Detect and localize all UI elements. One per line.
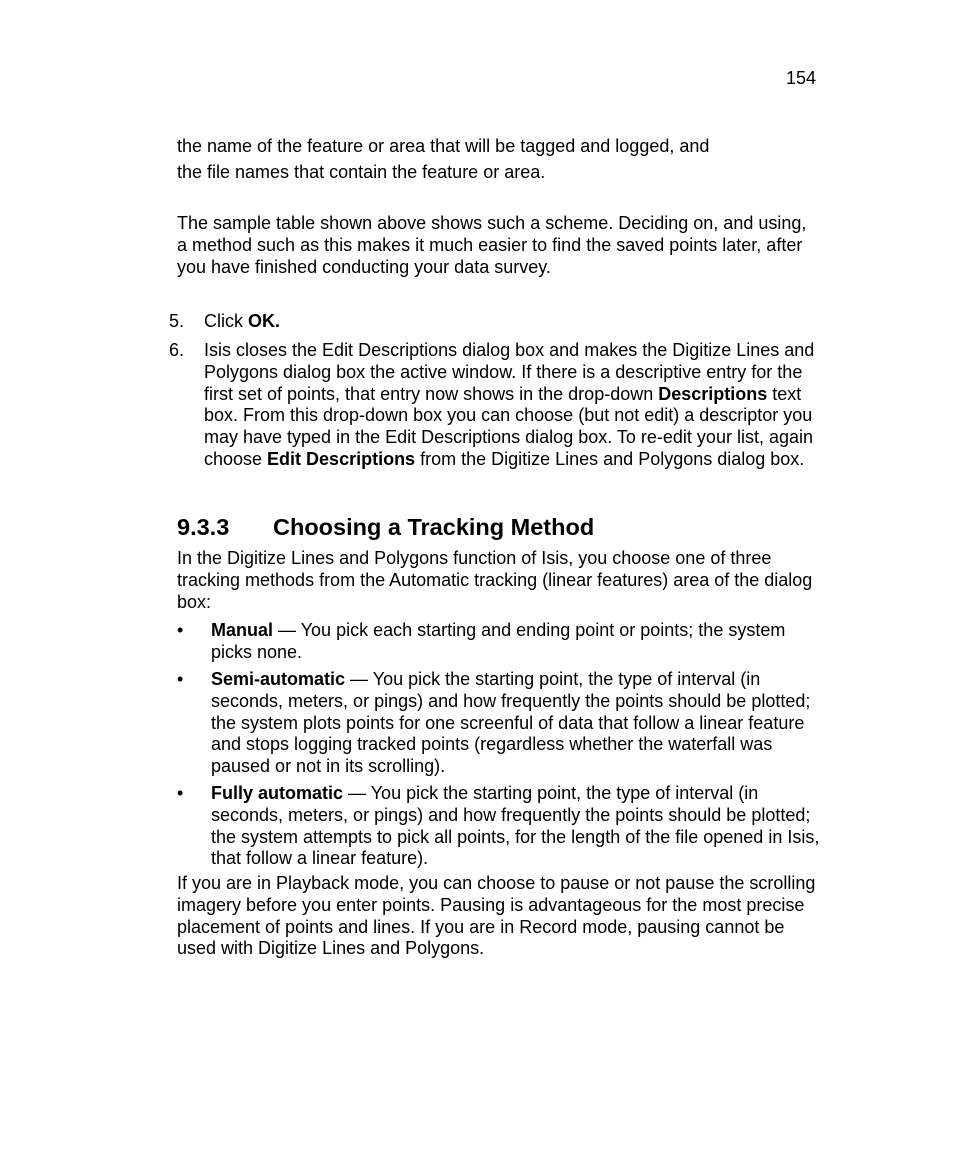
section-title: Choosing a Tracking Method xyxy=(273,514,595,540)
step-number: 5. xyxy=(169,311,185,331)
intro-line-1: the name of the feature or area that will be tagged and logged, and xyxy=(177,136,710,156)
bullet-term: Semi-automatic xyxy=(211,669,346,689)
edit-descriptions-label: Edit Descriptions xyxy=(267,448,416,469)
step-number: 6. xyxy=(169,340,185,360)
bullet-icon: • xyxy=(177,783,184,803)
step-text: Click OK. xyxy=(204,311,281,331)
bullet-text: Manual — You pick each starting and ending point or points; the system picks none. xyxy=(211,620,786,662)
bullet-icon: • xyxy=(177,669,184,689)
section-number: 9.3.3 xyxy=(177,514,230,540)
intro-line-2: the file names that contain the feature or area. xyxy=(177,162,546,182)
step-text: Isis closes the Edit Descriptions dialog box and makes the Digitize Lines and Polygons dialog box the active window. If there is a descriptive entry for the first set of points, that entry now shows in the drop-down Descriptions text box. From this drop-down box you can choose (but not edit) a descriptor you may have typed in the Edit Descriptions dialog box. To re-edit your list, again choose Edit Descriptions from the Digitize Lines and Polygons dialog box. xyxy=(204,340,815,469)
section-heading xyxy=(177,513,594,541)
section-intro: In the Digitize Lines and Polygons function of Isis, you choose one of three tracking methods from the Automatic tracking (linear features) area of the dialog box: xyxy=(177,548,813,612)
bullet-term: Manual xyxy=(211,620,274,640)
bullet-term: Fully automatic xyxy=(211,783,344,803)
paragraph-scheme: The sample table shown above shows such a scheme. Deciding on, and using, a method such as this makes it much easier to find the saved points later, after you have finished conducting your data survey. xyxy=(177,213,807,277)
bullet-text: Fully automatic — You pick the starting point, the type of interval (in seconds, meters, or pings) and how frequently the points should be plotted; the system attempts to pick all points, for the length of the file opened in Isis, that follow a linear feature). xyxy=(211,783,820,869)
ok-label: OK. xyxy=(248,311,281,331)
bullet-icon: • xyxy=(177,620,184,640)
descriptions-label: Descriptions xyxy=(658,383,768,404)
page-number: 154 xyxy=(786,68,817,88)
bullet-text: Semi-automatic — You pick the starting point, the type of interval (in seconds, meters, or pings) and how frequently the points should be plotted; the system plots points for one screenful of data that follow a linear feature and stops logging tracked points (regardless whether the waterfall was paused or not in its scrolling). xyxy=(211,669,811,777)
closing-paragraph: If you are in Playback mode, you can choose to pause or not pause the scrolling imagery before you enter points. Pausing is advantageous for the most precise placement of points and lines. If you are in Record mode, pausing cannot be used with Digitize Lines and Polygons. xyxy=(177,873,816,959)
